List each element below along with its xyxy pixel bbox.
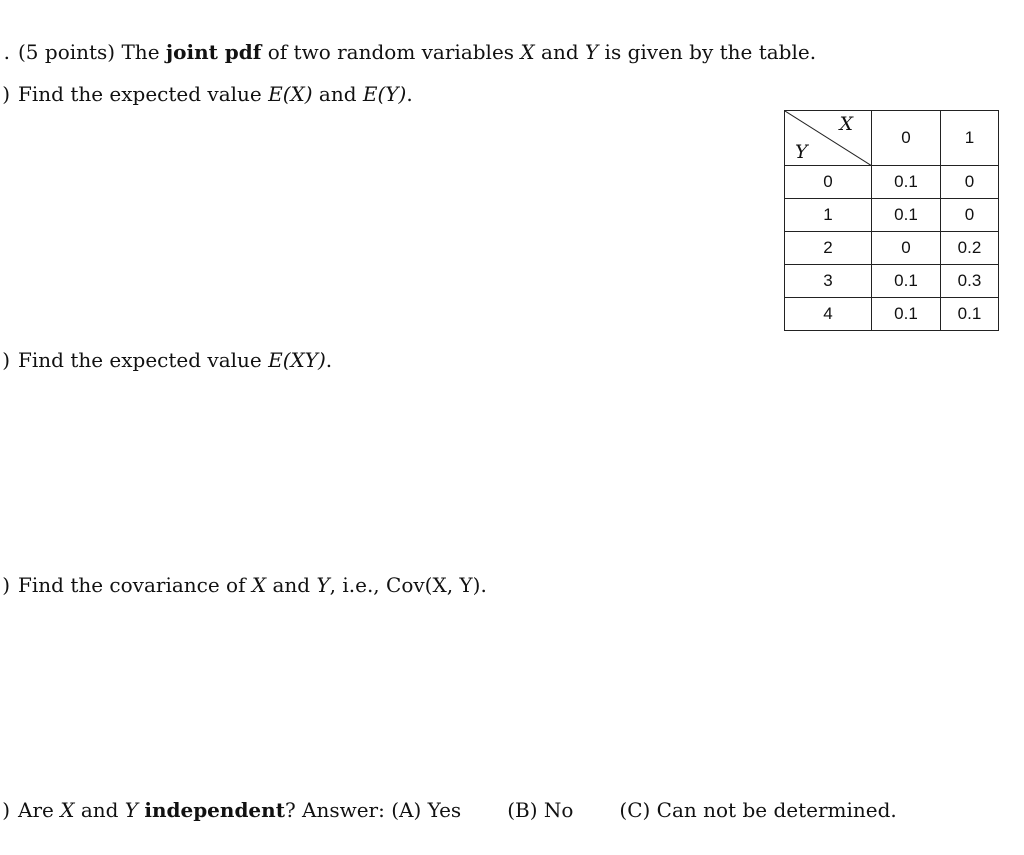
table-row xyxy=(785,298,999,331)
prob-cell: 0.1 xyxy=(941,298,999,331)
part-a xyxy=(0,82,413,106)
question-number-fragment: . xyxy=(3,40,10,64)
y-value: 0 xyxy=(785,166,872,199)
option-b-no[interactable]: (B) No xyxy=(507,798,574,822)
prob-cell: 0.3 xyxy=(941,265,999,298)
part-d-text: Are xyxy=(18,798,54,822)
part-a-end: . xyxy=(406,82,413,106)
part-c-y: Y xyxy=(316,573,330,597)
option-c-undetermined[interactable]: (C) Can not be determined. xyxy=(619,798,897,822)
prob-cell: 0.2 xyxy=(941,232,999,265)
prob-cell: 0 xyxy=(872,232,941,265)
header-and: and xyxy=(541,40,579,64)
prob-cell: 0 xyxy=(941,199,999,232)
part-c-text: Find the covariance of xyxy=(18,573,246,597)
header-text-2: of two random variables xyxy=(267,40,515,64)
independent-term: independent xyxy=(144,798,285,822)
part-b-marker: ) xyxy=(2,348,10,372)
part-b-text: Find the expected value xyxy=(18,348,262,372)
prob-cell: 0 xyxy=(941,166,999,199)
prob-cell: 0.1 xyxy=(872,199,941,232)
prob-cell: 0.1 xyxy=(872,298,941,331)
part-a-marker: ) xyxy=(2,82,10,106)
header-text-1: The xyxy=(121,40,160,64)
question-header xyxy=(0,40,816,64)
part-a-ex: E(X) xyxy=(268,82,313,106)
points-label: (5 points) xyxy=(18,40,116,64)
y-value: 1 xyxy=(785,199,872,232)
corner-x-label: X xyxy=(839,113,853,135)
joint-pdf-table xyxy=(784,110,999,331)
part-c xyxy=(0,573,487,597)
part-c-and: and xyxy=(272,573,311,597)
part-d-y: Y xyxy=(124,798,138,822)
y-value: 4 xyxy=(785,298,872,331)
part-a-text: Find the expected value xyxy=(18,82,262,106)
y-value: 2 xyxy=(785,232,872,265)
part-d xyxy=(0,798,897,822)
x-header-0: 0 xyxy=(872,111,941,166)
table-corner-cell xyxy=(785,111,872,166)
part-d-marker: ) xyxy=(2,798,10,822)
table-row xyxy=(785,166,999,199)
table-header-row xyxy=(785,111,999,166)
prob-cell: 0.1 xyxy=(872,265,941,298)
header-text-3: is given by the table. xyxy=(604,40,817,64)
corner-y-label: Y xyxy=(795,141,808,163)
x-header-1: 1 xyxy=(941,111,999,166)
part-b-exy: E(XY) xyxy=(268,348,326,372)
prob-cell: 0.1 xyxy=(872,166,941,199)
table-row xyxy=(785,265,999,298)
part-b-end: . xyxy=(325,348,333,372)
part-c-ie: , i.e., xyxy=(329,573,380,597)
table-row xyxy=(785,232,999,265)
part-b xyxy=(0,348,332,372)
part-c-x: X xyxy=(251,573,267,597)
variable-x: X xyxy=(520,40,535,64)
part-d-and: and xyxy=(80,798,119,822)
part-d-x: X xyxy=(60,798,75,822)
y-value: 3 xyxy=(785,265,872,298)
part-c-end: . xyxy=(480,573,487,597)
part-c-marker: ) xyxy=(2,573,10,597)
table-row xyxy=(785,199,999,232)
part-c-cov: Cov(X, Y) xyxy=(386,573,481,597)
part-a-and: and xyxy=(318,82,357,106)
part-d-question: ? Answer: xyxy=(284,798,385,822)
variable-y: Y xyxy=(584,40,599,64)
part-a-ey: E(Y) xyxy=(362,82,407,106)
joint-pdf-term: joint pdf xyxy=(165,40,262,64)
option-a-yes[interactable]: (A) Yes xyxy=(391,798,462,822)
